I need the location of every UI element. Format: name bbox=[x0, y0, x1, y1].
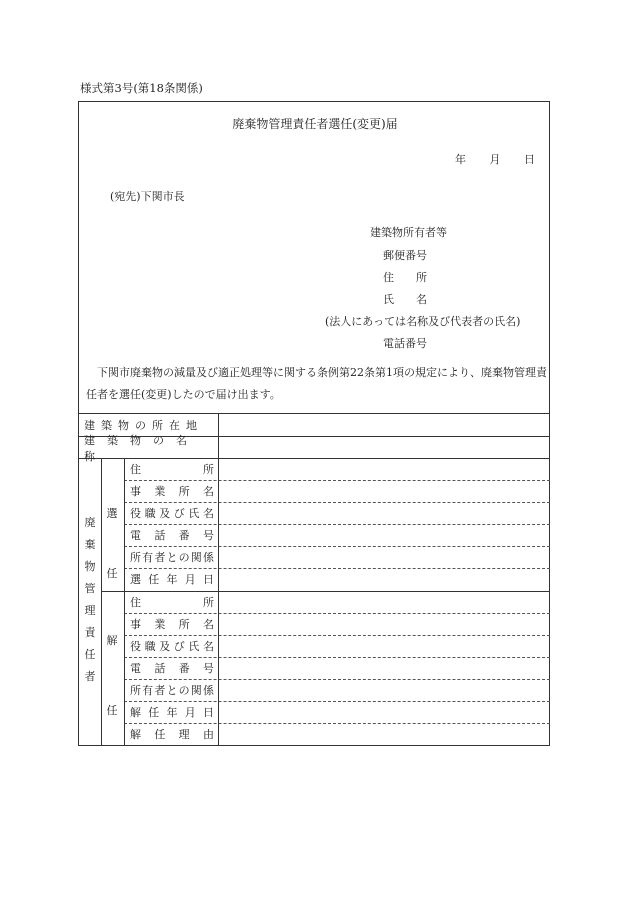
appointment-field-2: 役 職 及 び 氏 名 bbox=[130, 507, 214, 520]
appointment-field-3: 電 話 番 号 bbox=[130, 529, 214, 542]
appointment-label: 選 任 bbox=[106, 507, 118, 580]
dismissal-field-2: 役 職 及 び 氏 名 bbox=[130, 640, 214, 653]
name-label: 氏 名 bbox=[383, 293, 427, 306]
dismissal-field-3: 電 話 番 号 bbox=[130, 662, 214, 675]
date-year: 年 bbox=[455, 153, 466, 166]
dismissal-field-4: 所 有 者 と の 関 係 bbox=[130, 684, 214, 697]
dismissal-label: 解 任 bbox=[106, 634, 118, 717]
dismissal-field-0: 住 所 bbox=[130, 596, 214, 609]
form-number: 様式第3号(第18条関係) bbox=[80, 81, 203, 95]
corporation-note: (法人にあっては名称及び代表者の氏名) bbox=[325, 315, 521, 328]
appointment-field-0: 住 所 bbox=[130, 463, 214, 476]
applicant-heading: 建築物所有者等 bbox=[370, 226, 447, 239]
appointment-field-4: 所 有 者 と の 関 係 bbox=[130, 551, 214, 564]
location-label: 建築物の所在地 bbox=[84, 419, 203, 432]
declaration-text: 下関市廃棄物の減量及び適正処理等に関する条例第22条第1項の規定により、廃棄物管理責任者を選任(変更)したので届け出ます。 bbox=[86, 366, 547, 401]
addressee: (宛先)下関市長 bbox=[110, 190, 185, 203]
document-title: 廃棄物管理責任者選任(変更)届 bbox=[232, 117, 398, 131]
date-line bbox=[455, 151, 555, 167]
waste-manager-label: 廃 棄 物 管 理 責 任 者 bbox=[84, 516, 96, 683]
dismissal-field-1: 事 業 所 名 bbox=[130, 618, 214, 631]
dismissal-field-6: 解 任 理 由 bbox=[130, 728, 214, 741]
postal-code-label: 郵便番号 bbox=[383, 249, 427, 262]
date-day: 日 bbox=[524, 153, 535, 166]
building-name-label: 建築物の名称 bbox=[84, 433, 199, 463]
phone-label: 電話番号 bbox=[383, 337, 427, 350]
appointment-field-1: 事 業 所 名 bbox=[130, 485, 214, 498]
address-label: 住 所 bbox=[383, 271, 427, 284]
appointment-field-5: 選 任 年 月 日 bbox=[130, 573, 214, 586]
dismissal-field-5: 解 任 年 月 日 bbox=[130, 706, 214, 719]
date-month: 月 bbox=[489, 153, 501, 166]
